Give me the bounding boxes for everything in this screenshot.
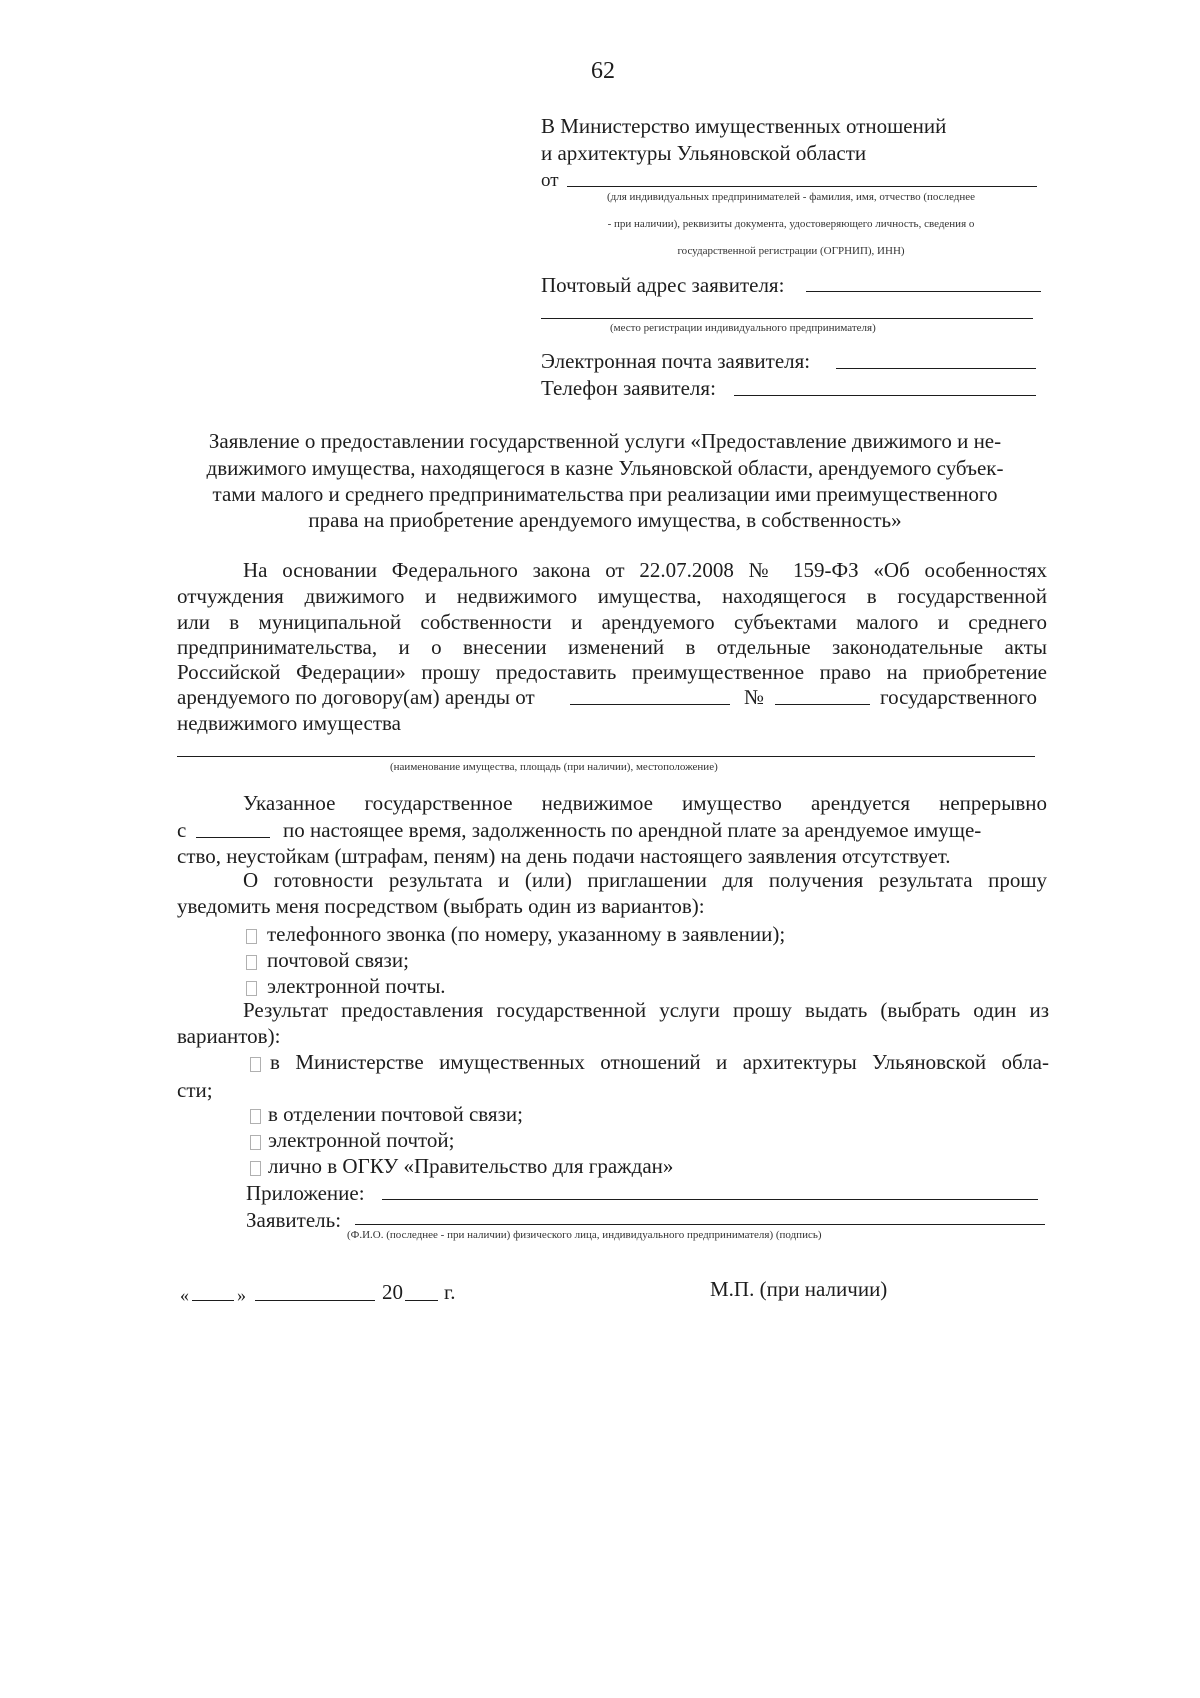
applicant-label: Заявитель: bbox=[246, 1208, 342, 1232]
date-year-field-line bbox=[405, 1300, 438, 1301]
result-option-in-person: лично в ОГКУ «Правительство для граждан» bbox=[268, 1154, 674, 1178]
date-month-field-line bbox=[255, 1300, 375, 1301]
date-quote-open: « bbox=[180, 1285, 189, 1305]
body-paragraph-2-line-1: Указанное государственное недвижимое имущество арендуется непрерывно bbox=[243, 791, 1047, 815]
property-caption: (наименование имущества, площадь (при наличии), местоположение) bbox=[390, 761, 718, 773]
body-paragraph-3-line-1: О готовности результата и (или) приглашении для получения результата прошу bbox=[243, 868, 1047, 892]
email-label: Электронная почта заявителя: bbox=[541, 349, 811, 373]
date-year-prefix: 20 bbox=[382, 1280, 403, 1304]
phone-label: Телефон заявителя: bbox=[541, 376, 716, 400]
result-option-ministry-line-2: сти; bbox=[177, 1078, 213, 1102]
notify-post-checkbox[interactable] bbox=[246, 955, 257, 970]
notify-option-post: почтовой связи; bbox=[267, 948, 409, 972]
result-post-checkbox[interactable] bbox=[250, 1109, 261, 1124]
body-paragraph-4-line-2: вариантов): bbox=[177, 1024, 281, 1048]
date-year-suffix: г. bbox=[444, 1280, 456, 1304]
document-title-line-1: Заявление о предоставлении государственной услуги «Предоставление движимого и не- bbox=[208, 429, 1002, 453]
lease-since-field-line bbox=[196, 837, 270, 838]
body-paragraph-1-line-2: отчуждения движимого и недвижимого имущества, находящегося в государственной bbox=[177, 584, 1047, 608]
addressee-line-1: В Министерство имущественных отношений bbox=[541, 114, 947, 138]
result-option-email: электронной почтой; bbox=[268, 1128, 455, 1152]
postal-address-line-1 bbox=[806, 291, 1041, 292]
body-paragraph-1-line-1: На основании Федерального закона от 22.07.2008 № 159-ФЗ «Об особенностях bbox=[243, 558, 1047, 582]
result-option-post: в отделении почтовой связи; bbox=[268, 1102, 523, 1126]
email-field-line bbox=[836, 368, 1036, 369]
addressee-line-2: и архитектуры Ульяновской области bbox=[541, 141, 867, 165]
date-day-field-line bbox=[192, 1300, 234, 1301]
applicant-field-line bbox=[355, 1224, 1045, 1225]
lease-date-label: арендуемого по договору(ам) аренды от bbox=[177, 685, 535, 709]
from-label: от bbox=[541, 170, 559, 191]
lease-tail-text: государственного bbox=[880, 685, 1038, 709]
result-in-person-checkbox[interactable] bbox=[250, 1161, 261, 1176]
notify-phone-checkbox[interactable] bbox=[246, 929, 257, 944]
phone-field-line bbox=[734, 395, 1036, 396]
lease-since-label: с bbox=[177, 818, 187, 842]
date-quote-close: » bbox=[237, 1285, 246, 1305]
body-paragraph-3-line-2: уведомить меня посредством (выбрать один из вариантов): bbox=[177, 894, 705, 918]
from-caption-2: - при наличии), реквизиты документа, удостоверяющего личность, сведения о bbox=[607, 218, 975, 230]
lease-number-sign: № bbox=[744, 685, 765, 709]
postal-address-label: Почтовый адрес заявителя: bbox=[541, 273, 785, 297]
body-paragraph-1-line-7: недвижимого имущества bbox=[177, 711, 401, 735]
body-paragraph-2-line-3: ство, неустойкам (штрафам, пеням) на день подачи настоящего заявления отсутствует. bbox=[177, 844, 951, 868]
applicant-caption: (Ф.И.О. (последнее - при наличии) физического лица, индивидуального предпринимателя) (подпись) bbox=[347, 1229, 822, 1241]
body-paragraph-1-line-3: или в муниципальной собственности и арендуемого субъектами малого и среднего bbox=[177, 610, 1047, 634]
attachment-label: Приложение: bbox=[246, 1181, 365, 1205]
body-paragraph-4-line-1: Результат предоставления государственной услуги прошу выдать (выбрать один из bbox=[243, 998, 1049, 1022]
attachment-field-line bbox=[382, 1199, 1038, 1200]
postal-address-line-2 bbox=[541, 318, 1033, 319]
from-caption-3: государственной регистрации (ОГРНИП), ИНН) bbox=[677, 245, 905, 257]
stamp-note: М.П. (при наличии) bbox=[710, 1277, 888, 1301]
document-title-line-2: движимого имущества, находящегося в казне Ульяновской области, арендуемого субъек- bbox=[206, 456, 1004, 480]
property-field-line bbox=[177, 756, 1035, 757]
from-field-line bbox=[567, 186, 1037, 187]
result-email-checkbox[interactable] bbox=[250, 1135, 261, 1150]
lease-number-field-line bbox=[775, 704, 870, 705]
postal-address-caption: (место регистрации индивидуального предпринимателя) bbox=[610, 322, 876, 334]
result-ministry-checkbox[interactable] bbox=[250, 1057, 261, 1072]
page-number: 62 bbox=[591, 58, 615, 84]
body-paragraph-1-line-4: предпринимательства, и о внесении изменений в отдельные законодательные акты bbox=[177, 635, 1047, 659]
lease-date-field-line bbox=[570, 704, 730, 705]
document-title-line-4: права на приобретение арендуемого имущества, в собственность» bbox=[308, 508, 902, 532]
notify-option-phone: телефонного звонка (по номеру, указанному в заявлении); bbox=[267, 922, 786, 946]
notify-email-checkbox[interactable] bbox=[246, 981, 257, 996]
from-caption-1: (для индивидуальных предпринимателей - фамилия, имя, отчество (последнее bbox=[606, 191, 975, 203]
result-option-ministry-line-1: в Министерстве имущественных отношений и архитектуры Ульяновской обла- bbox=[270, 1050, 1049, 1074]
notify-option-email: электронной почты. bbox=[267, 974, 446, 998]
body-paragraph-1-line-5: Российской Федерации» прошу предоставить преимущественное право на приобретение bbox=[177, 660, 1047, 684]
document-title-line-3: тами малого и среднего предпринимательства при реализации ими преимущественного bbox=[212, 482, 998, 506]
body-paragraph-2-line-2: по настоящее время, задолженность по арендной плате за арендуемое имуще- bbox=[283, 818, 982, 842]
